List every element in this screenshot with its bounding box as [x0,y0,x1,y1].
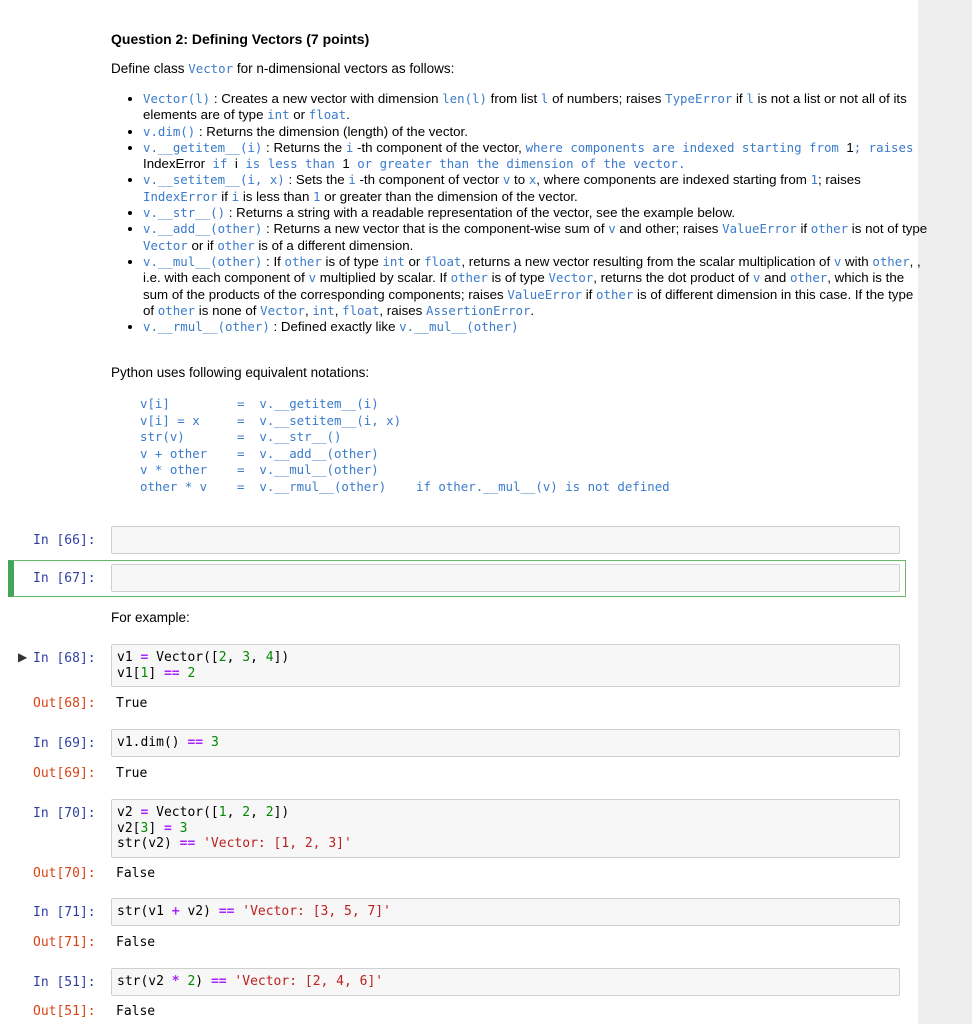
spec-code: other [217,237,255,253]
spec-text: , , i.e. with each component of [143,253,921,286]
code-token: == [218,904,235,919]
spec-item [143,205,928,221]
spec-text: : Returns a string with a readable representation of the vector, see the example below. [225,205,736,221]
spec-code: i [231,188,240,204]
code-token: , [226,650,243,665]
code-cell-66[interactable] [111,526,900,554]
code-token: == [163,665,180,681]
code-token: 2 [187,665,196,681]
spec-text: is not of type [848,221,928,237]
spec-code: other [284,253,322,269]
code-cell-67[interactable] [111,564,900,592]
spec-code: v [752,270,761,286]
code-token: ]) v1[ [117,650,290,681]
spec-item [143,140,928,173]
spec-text: ; raises [817,172,861,188]
spec-item [143,172,928,205]
spec-text: or if [187,237,218,253]
code-token: ) [195,974,211,989]
spec-item [143,319,928,335]
spec-code: other [789,270,828,286]
spec-code: v.dim() [143,123,196,139]
spec-text: multiplied by scalar. If [316,270,451,286]
spec-text: from list [486,91,541,106]
spec-code: other [157,302,196,318]
prompt-in-66: In [66]: [33,533,96,548]
code-token: * [171,974,180,989]
spec-code: is less than [237,156,343,172]
code-token: 2 [265,805,274,820]
spec-code: int [312,302,335,318]
spec-text: , returns the dot product of [593,270,753,286]
spec-code: v.__setitem__(i, x) [143,172,285,188]
output-71: False [116,935,156,950]
spec-text: -th component of the vector, [353,139,526,155]
code-token: = [140,805,149,820]
spec-code: l [540,91,549,106]
code-token: ] [148,665,164,681]
code-token: == [210,974,227,989]
spec-text: is of a different dimension. [254,237,414,253]
spec-code: int [382,253,405,269]
question-title: Question 2: Defining Vectors (7 points) [111,31,370,47]
spec-code: v [608,221,616,237]
spec-code: v.__rmul__(other) [143,319,270,335]
prompt-out-70: Out[70]: [33,866,96,881]
spec-text: is not a list or not all of its elements are of type [143,91,907,123]
spec-code: other [872,253,910,269]
spec-code: other [450,270,488,286]
spec-code: Vector [143,237,188,253]
prompt-out-71: Out[71]: [33,935,96,950]
prompt-in-71: In [71]: [33,905,96,920]
spec-text: is none of [195,302,261,318]
code-token: 2 [218,650,227,665]
code-token: , [226,805,243,820]
for-example-text: For example: [111,610,190,625]
code-cell-71[interactable] [111,898,900,926]
spec-text: if [582,286,597,302]
spec-code: Vector(l) [143,91,211,106]
spec-text: : Returns the [262,139,346,155]
code-token [195,836,203,851]
code-token: str(v2) [117,836,172,851]
prompt-out-51: Out[51]: [33,1004,96,1019]
spec-text: . [530,302,535,318]
code-token: + [171,904,180,919]
spec-item [143,124,928,140]
spec-text: , which is the sum of the products of the corresponding components; raises [143,270,905,302]
prompt-in-69: In [69]: [33,736,96,751]
spec-code: x [528,172,537,188]
code-token: 3 [179,820,188,836]
spec-text: and [760,270,790,286]
spec-text: if [732,91,747,106]
spec-code: or greater than the dimension of the vector. [349,156,686,172]
spec-code: Vector [548,270,594,286]
prompt-in-70: In [70]: [33,806,96,821]
code-token: 'Vector: [3, 5, 7]' [242,904,391,919]
spec-code: IndexError [143,188,218,204]
spec-text: , where components are indexed starting from [536,172,811,188]
code-cell-51[interactable] [111,968,900,996]
spec-code: len(l) [442,91,487,106]
spec-code: v.__mul__(other) [399,319,519,335]
code-token: 3 [242,650,251,665]
spec-text: , [334,302,343,318]
output-69: True [116,766,148,781]
code-token: == [187,735,204,750]
code-token: 1 [140,665,149,681]
spec-code: v.__add__(other) [143,221,263,237]
spec-text: IndexError [143,156,206,172]
code-token: 2 [242,805,251,820]
code-token: Vector([ [148,650,219,665]
spec-text: : Sets the [284,172,349,188]
code-token: ]) v2[ [117,805,290,836]
spec-code: other [810,221,849,237]
spec-code: ValueError [507,286,582,302]
prompt-in-67: In [67]: [33,571,96,586]
spec-code: ; raises [853,139,914,155]
spec-code: float [424,253,462,269]
code-cell-69[interactable] [111,729,900,757]
spec-code: other [596,286,634,302]
code-token: 'Vector: [2, 4, 6]' [234,974,384,989]
spec-text: : If [262,253,285,269]
spec-text: 1 [846,139,854,155]
code-token: v1.dim() [117,735,188,750]
spec-text: or [404,253,425,269]
code-cell-70[interactable] [111,799,900,858]
spec-text: is of type [321,253,383,269]
spec-code: AssertionError [425,302,531,318]
spec-code: 1 [313,188,321,204]
spec-text: , [304,302,313,318]
code-token: = [140,650,149,665]
code-token: , [250,650,266,665]
spec-text: of numbers; raises [548,91,666,106]
spec-item [143,221,928,254]
spec-code: float [342,302,380,318]
intro-pre: Define class [111,61,189,76]
code-token: 4 [265,650,274,665]
spec-code: ValueError [722,221,797,237]
equivalent-notations: v[i] = v.__getitem__(i) v[i] = x = v.__setitem__(i, x) str(v) = v.__str__() v + other = v.__add__(other) v * other = v.__mul__(other) other * v = v.__rmul__(other) if other.__mul__(v) is not defined [140,396,670,494]
spec-code: if [205,156,235,172]
spec-code: v [833,253,842,269]
spec-text: and other; raises [615,221,723,237]
spec-list [111,91,928,335]
spec-code: i [345,139,354,155]
code-token: v2 [117,805,141,820]
spec-text: is less than [239,188,314,204]
spec-text: , returns a new vector resulting from the scalar multiplication of [461,253,834,269]
code-token: 'Vector: [1, 2, 3]' [203,836,352,851]
spec-code: where components are indexed starting from [525,139,847,155]
python-notation-label: Python uses following equivalent notations: [111,365,370,380]
code-token: str(v2 [117,974,172,989]
output-51: False [116,1004,156,1019]
spec-code: int [267,107,290,123]
spec-text: : Returns the dimension (length) of the vector. [195,123,468,139]
spec-code: v.__mul__(other) [143,253,263,269]
code-cell-68[interactable] [111,644,900,687]
intro-text [111,61,454,76]
code-token: = [163,820,172,836]
spec-text: : Creates a new vector with dimension [210,91,443,106]
spec-code: v [502,172,511,188]
spec-item [143,254,928,319]
code-token: v1 [117,650,141,665]
spec-code: l [746,91,754,106]
prompt-out-69: Out[69]: [33,766,96,781]
spec-code: 1 [810,172,818,188]
spec-code: v.__getitem__(i) [143,139,263,155]
code-token: Vector([ [148,805,219,820]
code-token: 2 [187,974,196,989]
intro-class-name: Vector [188,61,234,76]
code-token: 3 [140,820,149,836]
code-token: == [179,836,196,851]
intro-post: for n-dimensional vectors as follows: [233,61,455,76]
spec-item [143,91,928,124]
spec-code: TypeError [665,91,733,106]
spec-text: if [796,221,811,237]
spec-code: i [348,172,356,188]
spec-text: is of type [487,270,549,286]
spec-text: : Defined exactly like [269,319,400,335]
spec-text: or greater than the dimension of the vector. [320,188,578,204]
code-token: v2) [179,904,219,919]
spec-code: v [308,270,317,286]
spec-text: : Returns a new vector that is the component-wise sum of [262,221,609,237]
spec-text: . [346,107,350,123]
code-token: 3 [210,735,219,750]
spec-text: if [217,188,232,204]
spec-text: , raises [379,302,426,318]
code-token: ] [148,820,164,836]
code-token: 1 [218,805,227,820]
prompt-in-68: In [68]: [33,651,96,666]
spec-code: Vector [260,302,305,318]
spec-text: i [234,156,238,172]
spec-code: v.__str__() [143,205,226,221]
spec-text: 1 [342,156,350,172]
code-token [203,735,211,750]
output-70: False [116,866,156,881]
output-68: True [116,696,148,711]
spec-text: or [289,107,309,123]
code-token: , [250,805,266,820]
spec-text: to [510,172,529,188]
code-token [172,821,180,836]
run-cell-icon[interactable]: ▶ [18,650,28,664]
code-token: str(v1 [117,904,172,919]
spec-text: is of different dimension in this case. If the type of [143,286,914,318]
spec-text: with [841,253,873,269]
spec-text: -th component of vector [355,172,503,188]
spec-code: float [308,107,347,123]
prompt-in-51: In [51]: [33,975,96,990]
prompt-out-68: Out[68]: [33,696,96,711]
